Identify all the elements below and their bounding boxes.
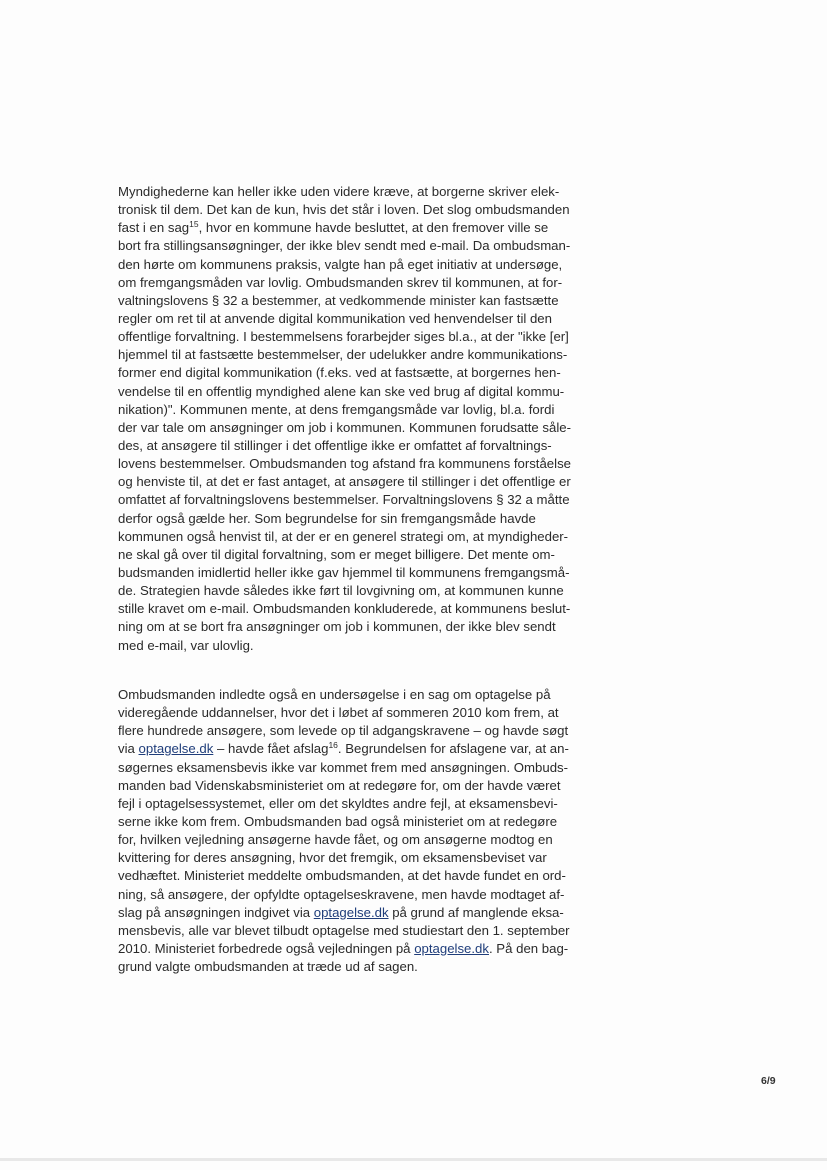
text-line: manden bad Videnskabsministeriet om at redegøre for, om der havde været [118, 777, 561, 793]
text-line: mensbevis, alle var blevet tilbudt optagelse med studiestart den 1. september [118, 922, 570, 938]
text-segment: . Begrundelsen for afslagene var, at an- [337, 741, 569, 757]
text-line: grund valgte ombudsmanden at træde ud af sagen. [118, 959, 418, 975]
text-segment: slag på ansøgningen indgivet via [118, 904, 314, 920]
text-segment: – havde fået afslag [213, 741, 329, 757]
text-line: des, at ansøgere til stillinger i det offentlige ikke er omfattet af forvaltnings- [118, 437, 552, 453]
text-line: den hørte om kommunens praksis, valgte han på eget initiativ at undersøge, [118, 256, 563, 272]
text-line: fejl i optagelsessystemet, eller om det skyldtes andre fejl, at eksamensbevi- [118, 795, 558, 811]
text-line: offentlige forvaltning. I bestemmelsens forarbejder siges bl.a., at der "ikke [er] [118, 329, 569, 345]
text-segment: via [118, 741, 139, 757]
optagelse-link[interactable]: optagelse.dk [414, 940, 489, 956]
text-line: søgernes eksamensbevis ikke var kommet frem med ansøgningen. Ombuds- [118, 759, 569, 775]
text-segment: på grund af manglende eksa- [388, 904, 564, 920]
text-line: vedhæftet. Ministeriet meddelte ombudsmanden, at det havde fundet en ord- [118, 868, 566, 884]
text-line: videregående uddannelser, hvor det i løbet af sommeren 2010 kom frem, at [118, 705, 559, 721]
text-line: regler om ret til at anvende digital kommunikation ved henvendelser til den [118, 310, 552, 326]
text-line [118, 940, 586, 958]
text-line: om fremgangsmåden var lovlig. Ombudsmanden skrev til kommunen, at for- [118, 274, 563, 290]
footnote-marker: 16 [328, 740, 338, 751]
text-line: kvittering for deres ansøgning, hvor det fremgik, om eksamensbeviset var [118, 850, 547, 866]
text-line [118, 740, 586, 758]
page-number: 6/9 [761, 1075, 776, 1087]
text-line: ne skal gå over til digital forvaltning, som er meget billigere. Det mente om- [118, 546, 555, 562]
text-line: vendelse til en offentlig myndighed alene kan ske ved brug af digital kommu- [118, 383, 565, 399]
text-line: ning, så ansøgere, der opfyldte optagelseskravene, men havde modtaget af- [118, 886, 565, 902]
text-line: og henviste til, at det er fast antaget, at ansøgere til stillinger i det offentlige er [118, 474, 571, 490]
text-line: nikation)". Kommunen mente, at dens fremgangsmåde var lovlig, bl.a. fordi [118, 401, 555, 417]
text-line: valtningslovens § 32 a bestemmer, at vedkommende minister kan fastsætte [118, 292, 559, 308]
text-segment: fast i en sag [118, 220, 190, 236]
text-line: derfor også gælde her. Som begrundelse for sin fremgangsmåde havde [118, 510, 536, 526]
text-line: med e-mail, var ulovlig. [118, 637, 254, 653]
text-line: de. Strategien havde således ikke ført til lovgivning om, at kommunen kunne [118, 583, 564, 599]
text-line: serne ikke kom frem. Ombudsmanden bad også ministeriet om at redegøre [118, 813, 558, 829]
text-line: hjemmel til at fastsætte bestemmelser, der udelukker andre kommunikations- [118, 347, 568, 363]
text-line: flere hundrede ansøgere, som levede op til adgangskravene – og havde søgt [118, 723, 569, 739]
text-line: ning om at se bort fra ansøgninger om job i kommunen, der ikke blev sendt [118, 619, 556, 635]
text-segment: . På den bag- [488, 940, 569, 956]
scan-edge [0, 1158, 827, 1161]
text-segment: 2010. Ministeriet forbedrede også vejledningen på [118, 940, 415, 956]
text-line: bort fra stillingsansøgninger, der ikke blev sendt med e-mail. Da ombudsman- [118, 238, 571, 254]
text-line: tronisk til dem. Det kan de kun, hvis det står i loven. Det slog ombudsmanden [118, 202, 570, 218]
text-line: Myndighederne kan heller ikke uden videre kræve, at borgerne skriver elek- [118, 184, 560, 199]
text-line: for, hvilken vejledning ansøgerne havde fået, og om ansøgerne modtog en [118, 832, 553, 848]
text-line: stille kravet om e-mail. Ombudsmanden konkluderede, at kommunens beslut- [118, 601, 571, 617]
text-line: lovens bestemmelser. Ombudsmanden tog afstand fra kommunens forståelse [118, 456, 571, 472]
footnote-marker: 15 [189, 219, 199, 230]
text-line: former end digital kommunikation (f.eks. ved at fastsætte, at borgernes hen- [118, 365, 561, 381]
optagelse-link[interactable]: optagelse.dk [138, 741, 214, 757]
text-line: der var tale om ansøgninger om job i kommunen. Kommunen forudsatte såle- [118, 419, 571, 435]
text-line [118, 904, 586, 922]
text-line [118, 219, 586, 237]
text-line: omfattet af forvaltningslovens bestemmelser. Forvaltningslovens § 32 a måtte [118, 492, 570, 508]
paragraph-optagelse-case [118, 686, 586, 976]
text-segment: , hvor en kommune havde besluttet, at den fremover ville se [198, 220, 549, 236]
text-line: Ombudsmanden indledte også en undersøgelse i en sag om optagelse på [118, 687, 551, 702]
paragraph-ombudsman-email-case [118, 183, 586, 655]
text-line: kommunen også henvist til, at der er en generel strategi om, at myndigheder- [118, 528, 569, 544]
optagelse-link[interactable]: optagelse.dk [313, 904, 389, 920]
text-line: budsmanden imidlertid heller ikke gav hjemmel til kommunens fremgangsmå- [118, 564, 570, 580]
